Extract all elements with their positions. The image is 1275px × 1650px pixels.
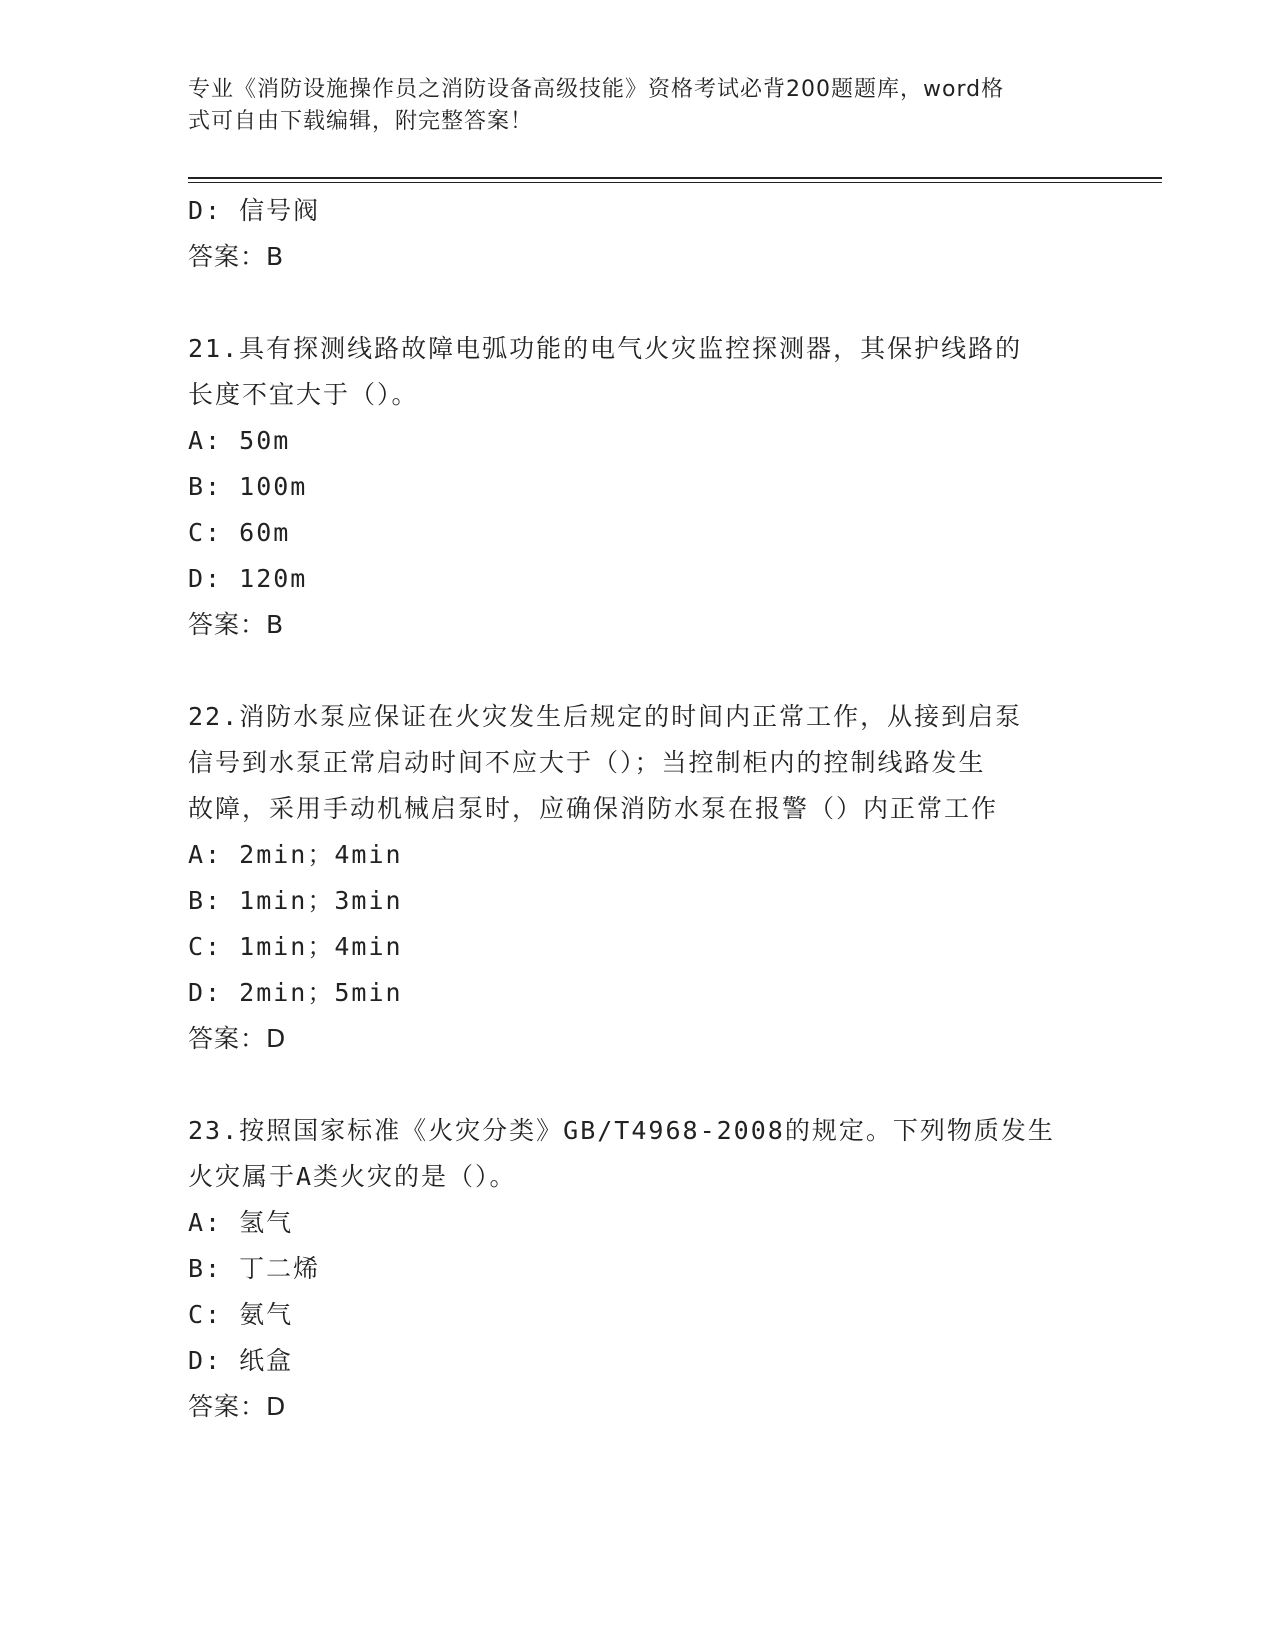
- option-d: D: 纸盒: [188, 1346, 294, 1375]
- header-divider-thin: [188, 182, 1162, 183]
- spacer: [188, 1062, 1088, 1108]
- option-b: B: 丁二烯: [188, 1254, 321, 1283]
- header-line-2: 式可自由下载编辑，附完整答案！: [188, 109, 534, 134]
- question-stem-line: 故障，采用手动机械启泵时，应确保消防水泵在报警（）内正常工作: [188, 794, 999, 823]
- header-line-1: 专业《消防设施操作员之消防设备高级技能》资格考试必背200题题库，word格: [188, 77, 1005, 102]
- question-21: [188, 326, 1088, 648]
- question-22: [188, 694, 1088, 1062]
- question-stem-line: 信号到水泵正常启动时间不应大于（）；当控制柜内的控制线路发生: [188, 748, 986, 777]
- prev-answer: 答案：B: [188, 242, 285, 271]
- question-stem-line: 火灾属于A类火灾的是（）。: [188, 1162, 517, 1191]
- question-stem-line: 长度不宜大于（）。: [188, 380, 419, 409]
- question-stem-line: 21.具有探测线路故障电弧功能的电气火灾监控探测器，其保护线路的: [188, 334, 1023, 363]
- document-header: [188, 74, 1068, 138]
- spacer: [188, 648, 1088, 694]
- option-a: A: 50m: [188, 426, 291, 455]
- question-stem-line: 22.消防水泵应保证在火灾发生后规定的时间内正常工作，从接到启泵: [188, 702, 1023, 731]
- spacer: [188, 280, 1088, 326]
- option-b: B: 1min；3min: [188, 886, 403, 915]
- answer: 答案：B: [188, 610, 285, 639]
- option-c: C: 1min；4min: [188, 932, 403, 961]
- prev-option-d: D: 信号阀: [188, 196, 321, 225]
- answer: 答案：D: [188, 1392, 287, 1421]
- option-d: D: 2min；5min: [188, 978, 403, 1007]
- answer: 答案：D: [188, 1024, 287, 1053]
- option-c: C: 60m: [188, 518, 291, 547]
- option-a: A: 2min；4min: [188, 840, 403, 869]
- option-c: C: 氨气: [188, 1300, 294, 1329]
- option-a: A: 氢气: [188, 1208, 294, 1237]
- question-stem-line: 23.按照国家标准《火灾分类》GB/T4968-2008的规定。下列物质发生: [188, 1116, 1055, 1145]
- header-divider-thick: [188, 177, 1162, 179]
- question-list: [188, 188, 1088, 1430]
- question-23: [188, 1108, 1088, 1430]
- option-d: D: 120m: [188, 564, 308, 593]
- option-b: B: 100m: [188, 472, 308, 501]
